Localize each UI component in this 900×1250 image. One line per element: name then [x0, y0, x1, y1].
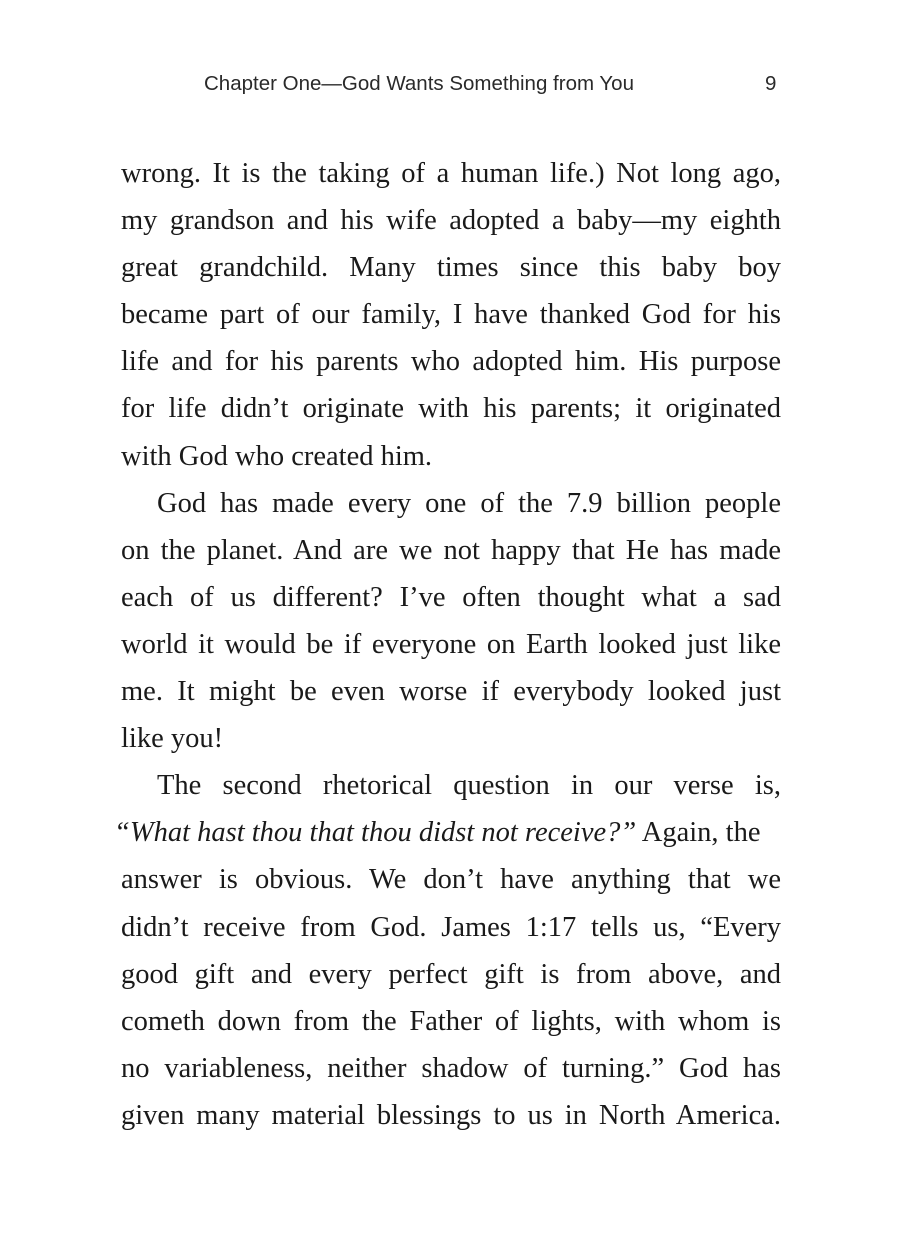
text-line: no variableness, neither shadow of turning.” God has — [121, 1052, 781, 1084]
text-line: God has made every one of the 7.9 billion people — [157, 487, 781, 519]
text-line: became part of our family, I have thanked God for his — [121, 299, 781, 331]
text-line: The second rhetorical question in our verse is, — [157, 770, 781, 802]
text-line: answer is obvious. We don’t have anything that we — [121, 864, 781, 896]
scripture-quote: “What hast thou that thou didst not receive?” — [114, 817, 637, 849]
body-text — [114, 150, 781, 1139]
text-line: cometh down from the Father of lights, with whom is — [121, 1005, 781, 1037]
page-number: 9 — [765, 72, 777, 95]
text-line: for life didn’t originate with his parents; it originated — [121, 393, 781, 425]
text-fragment: Again, the — [636, 817, 761, 849]
text-line: great grandchild. Many times since this baby boy — [121, 252, 781, 284]
text-line: world it would be if everyone on Earth looked just like — [121, 628, 781, 660]
text-line-quote — [114, 809, 781, 856]
text-line: didn’t receive from God. James 1:17 tells us, “Every — [121, 911, 781, 943]
text-line: me. It might be even worse if everybody looked just — [121, 676, 781, 708]
running-title: Chapter One—God Wants Something from You — [204, 72, 634, 95]
text-line: good gift and every perfect gift is from above, and — [121, 958, 781, 990]
text-line: wrong. It is the taking of a human life.) Not long ago, — [121, 158, 781, 189]
text-line: on the planet. And are we not happy that He has made — [121, 534, 781, 566]
text-line: life and for his parents who adopted him. His purpose — [121, 346, 781, 378]
text-line: like you! — [121, 723, 224, 755]
running-header — [0, 70, 900, 100]
text-line: each of us different? I’ve often thought what a sad — [121, 581, 781, 613]
text-line: with God who created him. — [121, 440, 433, 472]
text-line: given many material blessings to us in North America. — [121, 1099, 781, 1131]
text-line: my grandson and his wife adopted a baby—my eighth — [121, 205, 781, 237]
